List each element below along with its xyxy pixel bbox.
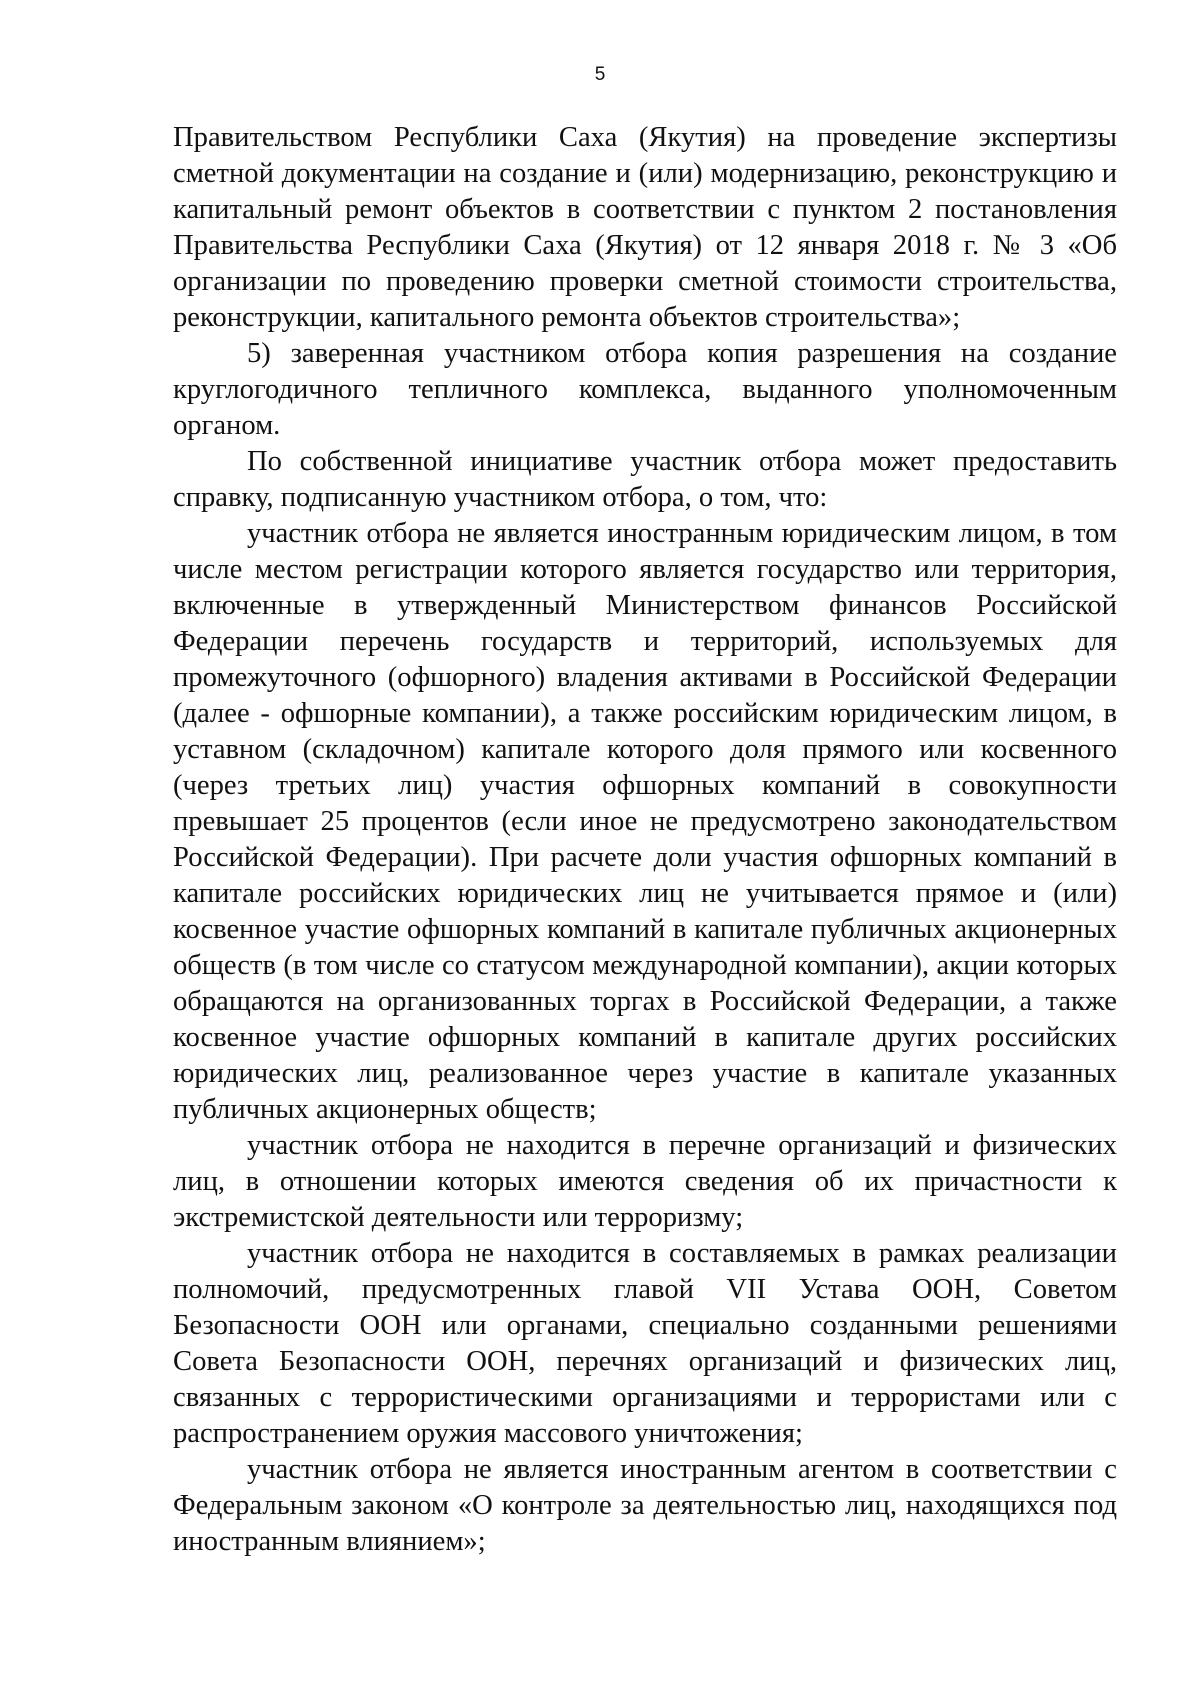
paragraph-initiative: По собственной инициативе участник отбора может предоставить справку, подписанную участником отбора, о том, что: <box>173 446 1117 513</box>
page-number: 5 <box>594 64 606 85</box>
paragraph-item-5: 5) заверенная участником отбора копия разрешения на создание круглогодичного тепличного комплекса, выданного уполномоченным органом. <box>173 338 1117 441</box>
paragraph-un-sanctions: участник отбора не находится в составляемых в рамках реализации полномочий, предусмотренных главой VII Устава ООН, Советом Безопасности ООН или органами, специально созданными решениями Совета Безопасности ООН, перечнях организаций и физических лиц, связанных с террористическими организациями и террористами или с распространением оружия массового уничтожения; <box>173 1238 1117 1449</box>
document-body <box>173 120 1117 1560</box>
paragraph-continuation: Правительством Республики Саха (Якутия) на проведение экспертизы сметной документации на создание и (или) модернизацию, реконструкцию и капитальный ремонт объектов в соответствии с пунктом 2 постановления Правительства Республики Саха (Якутия) от 12 января 2018 г. № 3 «Об организации по проведению проверки сметной стоимости строительства, реконструкции, капитального ремонта объектов строительства»; <box>173 122 1117 333</box>
paragraph-foreign-agent: участник отбора не является иностранным агентом в соответствии с Федеральным законом «О контроле за деятельностью лиц, находящихся под иностранным влиянием»; <box>173 1454 1117 1557</box>
paragraph-extremism: участник отбора не находится в перечне организаций и физических лиц, в отношении которых имеются сведения об их причастности к экстремистской деятельности или терроризму; <box>173 1130 1117 1233</box>
paragraph-offshore: участник отбора не является иностранным юридическим лицом, в том числе местом регистрации которого является государство или территория, включенные в утвержденный Министерством финансов Российской Федерации перечень государств и территорий, используемых для промежуточного (офшорного) владения активами в Российской Федерации (далее - офшорные компании), а также российским юридическим лицом, в уставном (складочном) капитале которого доля прямого или косвенного (через третьих лиц) участия офшорных компаний в совокупности превышает 25 процентов (если иное не предусмотрено законодательством Российской Федерации). При расчете доли участия офшорных компаний в капитале российских юридических лиц не учитывается прямое и (или) косвенное участие офшорных компаний в капитале публичных акционерных обществ (в том числе со статусом международной компании), акции которых обращаются на организованных торгах в Российской Федерации, а также косвенное участие офшорных компаний в капитале других российских юридических лиц, реализованное через участие в капитале указанных публичных акционерных обществ; <box>173 518 1117 1125</box>
